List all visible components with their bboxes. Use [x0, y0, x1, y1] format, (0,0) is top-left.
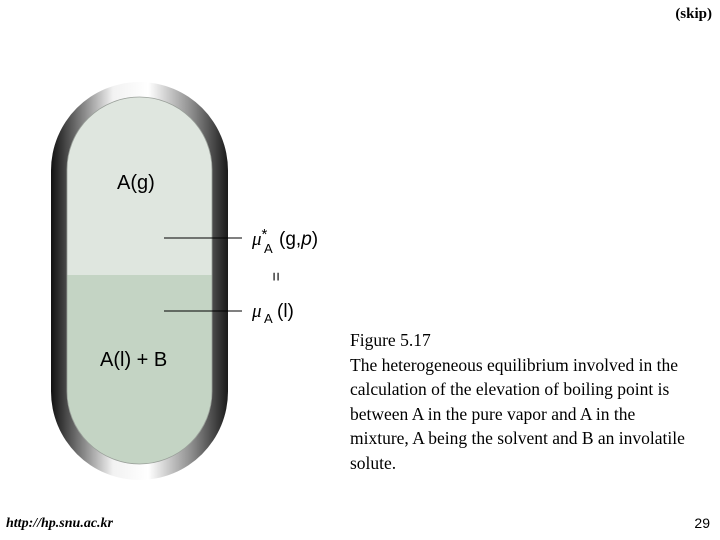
- liquid-args: (l): [277, 301, 294, 322]
- liquid-chemical-potential: [251, 301, 294, 326]
- caption-body: The heterogeneous equilibrium involved in the calculation of the elevation of boiling point is between A in the pure vapor and A in the mixture, A being the solvent and B an involatile solute.: [350, 354, 685, 473]
- liquid-label: A(l) + B: [100, 349, 168, 371]
- mu-symbol: μ: [252, 229, 262, 250]
- pressure-symbol: p: [301, 229, 312, 250]
- page-number: 29: [694, 515, 710, 531]
- figure-caption: [350, 328, 695, 475]
- footer-url[interactable]: http://hp.snu.ac.kr: [6, 516, 113, 531]
- vapor-args-open: (g,: [279, 229, 302, 250]
- vapor-label: A(g): [117, 172, 155, 194]
- star-superscript: *: [261, 226, 268, 243]
- caption-title: Figure 5.17: [350, 330, 431, 350]
- a-subscript: A: [264, 311, 273, 326]
- skip-label: (skip): [675, 6, 712, 22]
- mu-symbol: μ: [252, 301, 262, 322]
- vapor-chemical-potential: [251, 226, 318, 256]
- a-subscript: A: [264, 241, 273, 256]
- vapor-args-close: ): [311, 229, 319, 250]
- equals-sign: =: [267, 272, 284, 282]
